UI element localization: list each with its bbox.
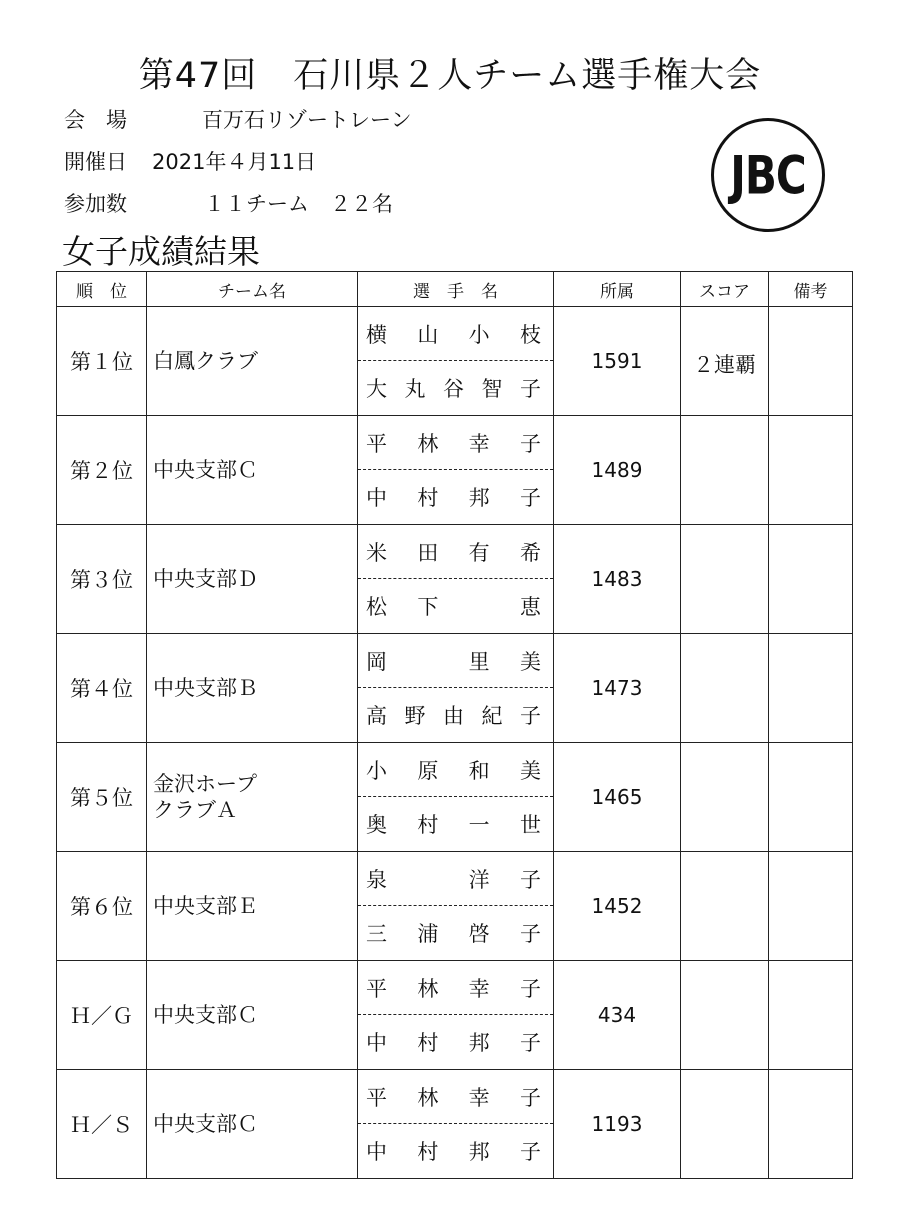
team-cell: 中央支部Ｃ [147, 961, 358, 1070]
table-row [57, 634, 853, 743]
player-name [358, 416, 553, 470]
remarks-cell [769, 1070, 853, 1179]
affiliation-score-cell: 1591 [554, 307, 681, 416]
score-note-cell [681, 852, 769, 961]
table-row [57, 1070, 853, 1179]
player-name [358, 1070, 553, 1124]
venue-line [64, 104, 412, 134]
results-heading: 女子成績結果 [62, 232, 260, 271]
player-name-text: 松下 恵 [366, 595, 543, 619]
players-cell [358, 961, 554, 1070]
remarks-cell [769, 743, 853, 852]
affiliation-score-cell: 1473 [554, 634, 681, 743]
score-note-cell: ２連覇 [681, 307, 769, 416]
table-row [57, 416, 853, 525]
score-note-cell [681, 634, 769, 743]
results-table [56, 271, 853, 1179]
jbc-logo [711, 118, 825, 232]
player-name-text: 高野由紀子 [366, 704, 543, 728]
players-cell [358, 743, 554, 852]
remarks-cell [769, 307, 853, 416]
player-name-text: 大丸谷智子 [366, 377, 543, 401]
player-name [358, 1124, 553, 1178]
date-label: 開催日 [64, 150, 127, 174]
team-cell: 中央支部Ｃ [147, 416, 358, 525]
player-name-text: 横山小枝 [366, 322, 543, 347]
players-cell [358, 852, 554, 961]
player-name-text: 中村邦子 [366, 486, 543, 510]
header-remarks: 備考 [769, 272, 853, 307]
team-cell: 中央支部Ｂ [147, 634, 358, 743]
count-value: １１チーム ２２名 [204, 192, 393, 216]
player-name-text: 米田有希 [366, 540, 543, 565]
player-name [358, 470, 553, 524]
rank-cell: 第４位 [57, 634, 147, 743]
player-name [358, 961, 553, 1015]
rank-cell: 第３位 [57, 525, 147, 634]
count-line [64, 188, 393, 218]
affiliation-score-cell: 1483 [554, 525, 681, 634]
team-cell: 白鳳クラブ [147, 307, 358, 416]
player-name-text: 岡 里美 [366, 649, 543, 674]
player-name [358, 579, 553, 633]
team-cell: 中央支部Ｅ [147, 852, 358, 961]
team-cell: 金沢ホープ クラブＡ [147, 743, 358, 852]
rank-cell: 第２位 [57, 416, 147, 525]
score-note-cell [681, 416, 769, 525]
remarks-cell [769, 961, 853, 1070]
logo-text: JBC [730, 144, 806, 206]
player-name-text: 平林幸子 [366, 1085, 543, 1110]
players-cell [358, 1070, 554, 1179]
player-name [358, 307, 553, 361]
header-affiliation: 所属 [554, 272, 681, 307]
player-name-text: 小原和美 [366, 758, 543, 783]
team-cell: 中央支部Ｄ [147, 525, 358, 634]
player-name-text: 平林幸子 [366, 976, 543, 1001]
rank-cell: 第１位 [57, 307, 147, 416]
table-row [57, 852, 853, 961]
rank-cell: Ｈ／Ｓ [57, 1070, 147, 1179]
remarks-cell [769, 634, 853, 743]
date-value: 2021年４月11日 [152, 150, 317, 174]
remarks-cell [769, 416, 853, 525]
player-name [358, 797, 553, 851]
affiliation-score-cell: 1452 [554, 852, 681, 961]
score-note-cell [681, 1070, 769, 1179]
header-players: 選 手 名 [358, 272, 554, 307]
team-cell: 中央支部Ｃ [147, 1070, 358, 1179]
page-title: 第47回 石川県２人チーム選手権大会 [138, 56, 762, 96]
player-name [358, 688, 553, 742]
rank-cell: 第５位 [57, 743, 147, 852]
header-score: スコア [681, 272, 769, 307]
player-name-text: 中村邦子 [366, 1140, 543, 1164]
affiliation-score-cell: 1465 [554, 743, 681, 852]
score-note-cell [681, 743, 769, 852]
remarks-cell [769, 852, 853, 961]
count-label: 参加数 [64, 192, 127, 216]
player-name-text: 三浦啓子 [366, 922, 543, 946]
players-cell [358, 634, 554, 743]
rank-cell: Ｈ／Ｇ [57, 961, 147, 1070]
score-note-cell [681, 961, 769, 1070]
table-header-row [57, 272, 853, 307]
player-name-text: 平林幸子 [366, 431, 543, 456]
players-cell [358, 525, 554, 634]
table-row [57, 525, 853, 634]
player-name [358, 1015, 553, 1069]
player-name-text: 奥村一世 [366, 813, 543, 837]
player-name [358, 852, 553, 906]
score-note-cell [681, 525, 769, 634]
players-cell [358, 416, 554, 525]
player-name-text: 中村邦子 [366, 1031, 543, 1055]
venue-value: 百万石リゾートレーン [202, 108, 412, 132]
affiliation-score-cell: 434 [554, 961, 681, 1070]
table-row [57, 961, 853, 1070]
remarks-cell [769, 525, 853, 634]
player-name-text: 泉 洋子 [366, 867, 543, 892]
table-row [57, 743, 853, 852]
header-team: チーム名 [147, 272, 358, 307]
player-name [358, 634, 553, 688]
player-name [358, 743, 553, 797]
table-row [57, 307, 853, 416]
player-name [358, 906, 553, 960]
header-rank: 順 位 [57, 272, 147, 307]
rank-cell: 第６位 [57, 852, 147, 961]
venue-label: 会 場 [64, 108, 127, 132]
player-name [358, 361, 553, 415]
affiliation-score-cell: 1193 [554, 1070, 681, 1179]
player-name [358, 525, 553, 579]
date-line [64, 146, 316, 176]
affiliation-score-cell: 1489 [554, 416, 681, 525]
players-cell [358, 307, 554, 416]
